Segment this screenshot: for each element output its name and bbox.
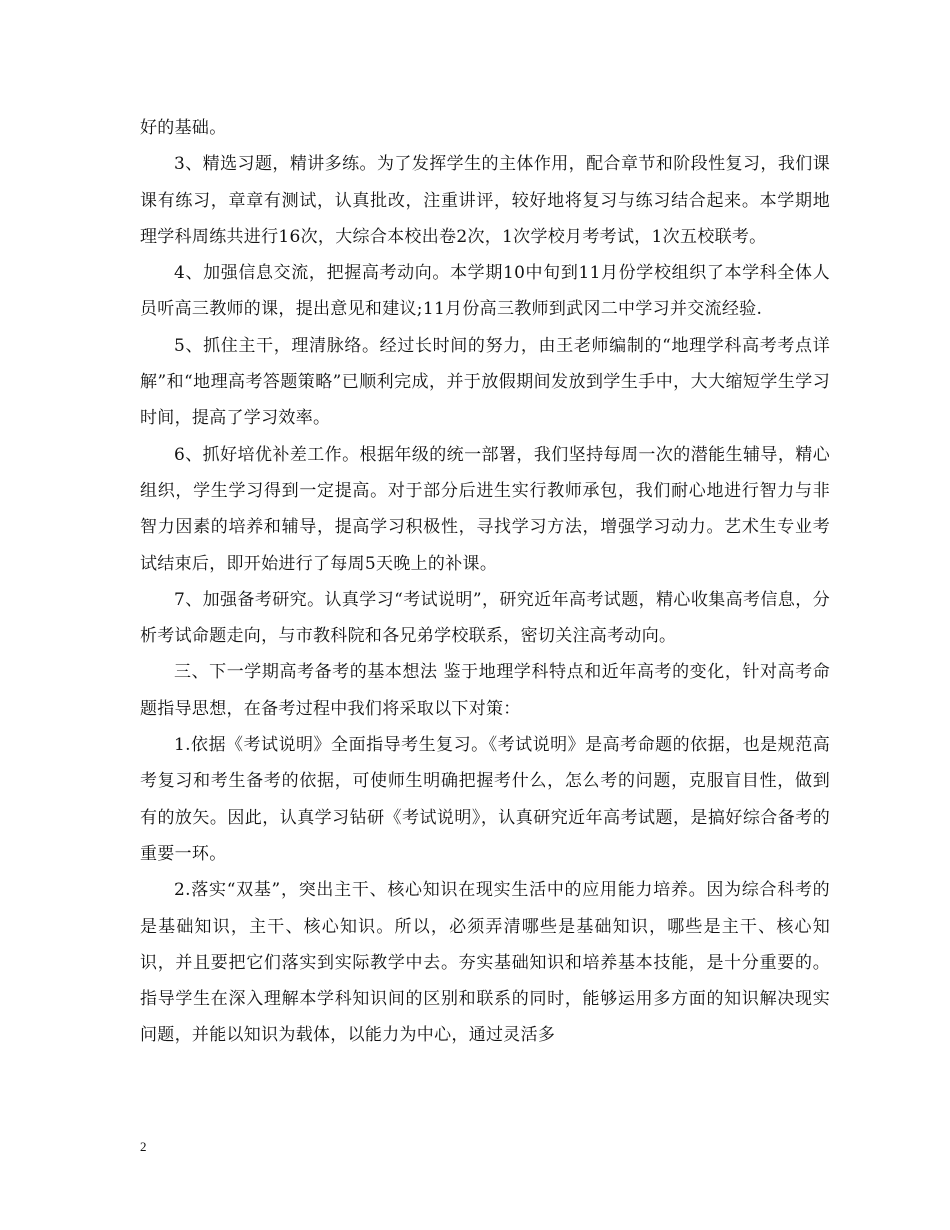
section-heading-three: 三、下一学期高考备考的基本想法 鉴于地理学科特点和近年高考的变化，针对高考命题指导思想，在备考过程中我们将采取以下对策： <box>140 662 830 719</box>
paragraph-item-7: 7、加强备考研究。认真学习“考试说明”，研究近年高考试题，精心收集高考信息，分析考试命题走向，与市教科院和各兄弟学校联系，密切关注高考动向。 <box>140 589 830 647</box>
paragraph-strategy-1: 1.依据《考试说明》全面指导考生复习。《考试说明》是高考命题的依据，也是规范高考复习和考生备考的依据，可使师生明确把握考什么，怎么考的问题，克服盲目性，做到有的放矢。因此，认真学习钻研《考试说明》，认真研究近年高考试题，是搞好综合备考的重要一环。 <box>140 735 830 864</box>
document-body <box>140 110 830 1054</box>
paragraph-item-5: 5、抓住主干，理清脉络。经过长时间的努力，由王老师编制的“地理学科高考考点详解”和“地理高考答题策略”已顺利完成，并于放假期间发放到学生手中，大大缩短学生学习时间，提高了学习效率。 <box>140 335 830 429</box>
paragraph-item-6: 6、抓好培优补差工作。根据年级的统一部署，我们坚持每周一次的潜能生辅导，精心组织，学生学习得到一定提高。对于部分后进生实行教师承包，我们耐心地进行智力与非智力因素的培养和辅导，提高学习积极性，寻找学习方法，增强学习动力。艺术生专业考试结束后，即开始进行了每周5天晚上的补课。 <box>140 444 830 574</box>
paragraph-strategy-2: 2.落实“双基”，突出主干、核心知识在现实生活中的应用能力培养。因为综合科考的是基础知识，主干、核心知识。所以，必须弄清哪些是基础知识，哪些是主干、核心知识，并且要把它们落实到实际教学中去。夯实基础知识和培养基本技能，是十分重要的。指导学生在深入理解本学科知识间的区别和联系的同时，能够运用多方面的知识解决现实问题，并能以知识为载体，以能力为中心，通过灵活多 <box>140 880 830 1046</box>
paragraph-continuation: 好的基础。 <box>140 118 227 138</box>
page-number: 2 <box>140 1139 147 1154</box>
paragraph-item-3: 3、精选习题，精讲多练。为了发挥学生的主体作用，配合章节和阶段性复习，我们课课有练习，章章有测试，认真批改，注重讲评，较好地将复习与练习结合起来。本学期地理学科周练共进行16次，大综合本校出卷2次，1次学校月考考试，1次五校联考。 <box>140 154 830 247</box>
paragraph-item-4: 4、加强信息交流，把握高考动向。本学期10中旬到11月份学校组织了本学科全体人员听高三教师的课，提出意见和建议;11月份高三教师到武冈二中学习并交流经验. <box>140 263 830 320</box>
